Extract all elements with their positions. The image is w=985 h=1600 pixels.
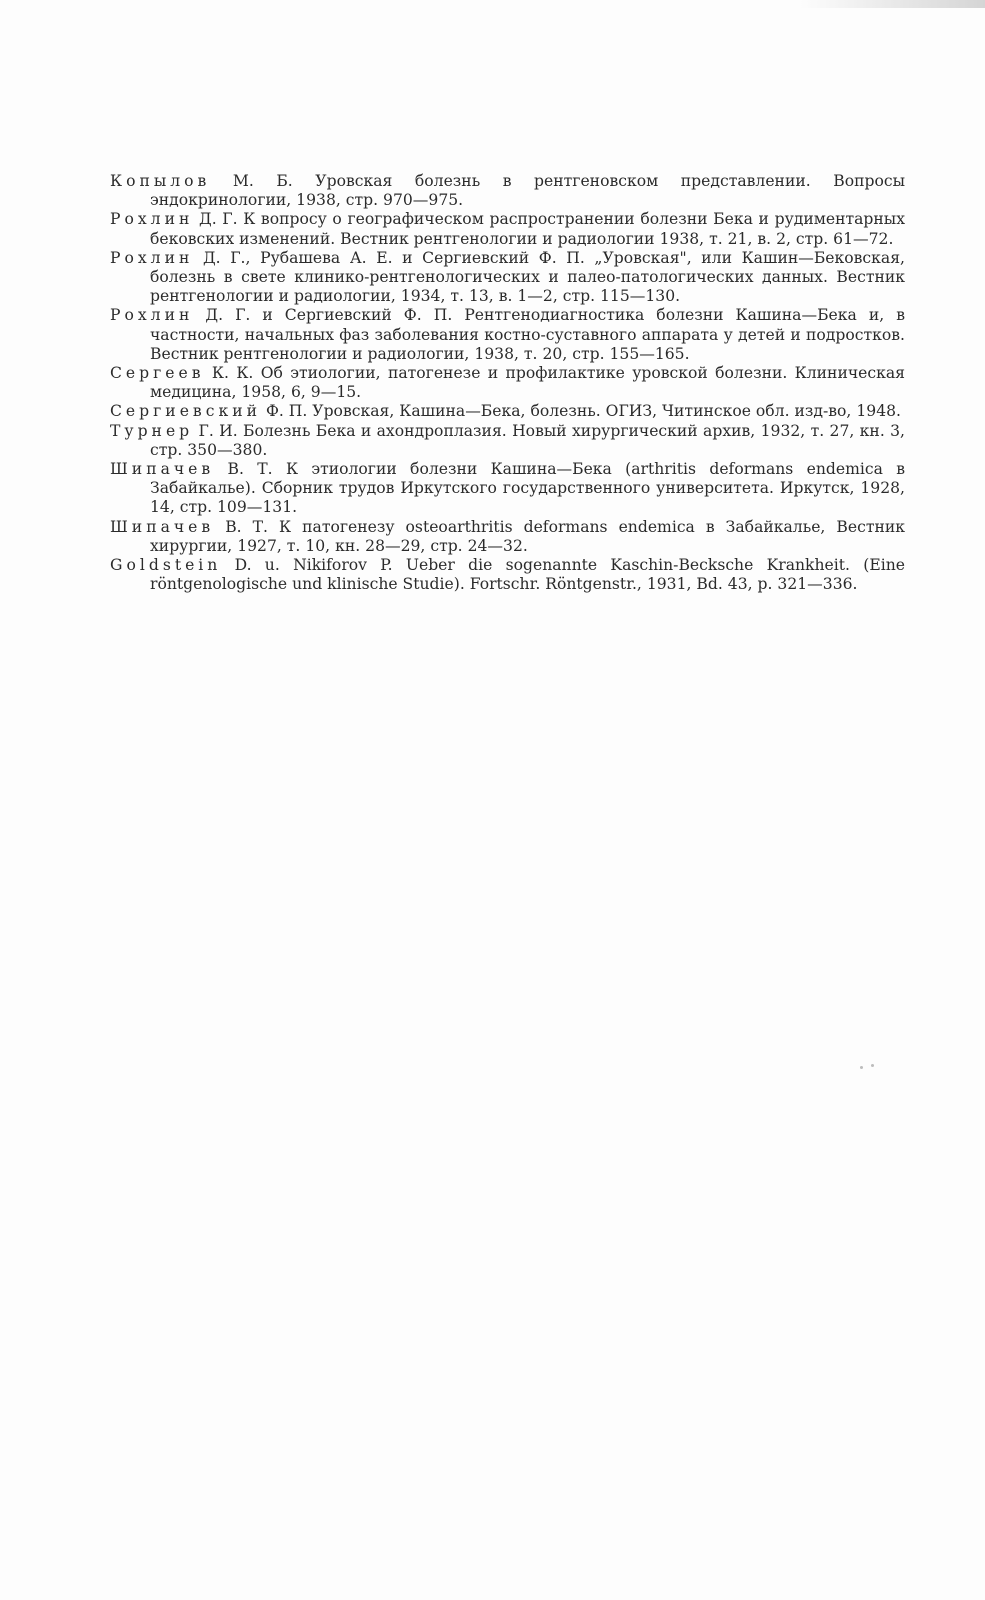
reference-entry-7: [110, 422, 905, 460]
reference-text: Ф. П. Уровская, Кашина—Бека, болезнь. ОГИЗ, Читинское обл. изд-во, 1948.: [260, 402, 901, 421]
reference-text: Д. Г., Рубашева А. Е. и Сергиевский Ф. П. „Уровская", или Кашин—Бековская, болезнь в свете клинико-рентгенологических и палео-патологических данных. Вестник рентгенологии и радиологии, 1934, т. 13, в. 1—2, стр. 115—130.: [150, 248, 905, 306]
reference-entry-4: [110, 306, 905, 364]
reference-author: Шипачев: [110, 460, 215, 479]
reference-author: Копылов: [110, 172, 211, 190]
reference-author: Рохлин: [110, 248, 194, 267]
reference-entry-9: [110, 518, 905, 556]
reference-author: Рохлин: [110, 210, 194, 229]
bibliography-list: [110, 172, 905, 594]
reference-entry-5: [110, 364, 905, 402]
reference-entry-8: [110, 460, 905, 518]
reference-text: Г. И. Болезнь Бека и ахондроплазия. Новый хирургический архив, 1932, т. 27, кн. 3, стр. 350—380.: [150, 421, 905, 459]
reference-entry-3: [110, 249, 905, 307]
reference-entry-6: [110, 402, 905, 421]
dust-speck: [871, 1064, 874, 1067]
scan-dust-specks: [860, 1064, 882, 1070]
reference-text: М. Б. Уровская болезнь в рентгеновском представлении. Вопросы эндокринологии, 1938, стр. 970—975.: [150, 172, 905, 210]
reference-entry-10: [110, 556, 905, 594]
reference-author: Турнер: [110, 421, 194, 440]
reference-entry-2: [110, 210, 905, 248]
reference-text: D. u. Nikiforov P. Ueber die sogenannte Kaschin-Becksche Krankheit. (Eine röntgenologische und klinische Studie). Fortschr. Röntgenstr., 1931, Bd. 43, p. 321—336.: [150, 556, 905, 594]
scan-edge-shadow: [800, 0, 985, 8]
reference-text: Д. Г. и Сергиевский Ф. П. Рентгенодиагностика болезни Кашина—Бека и, в частности, начальных фаз заболевания костно-суставного аппарата у детей и подростков. Вестник рентгенологии и радиологии, 1938, т. 20, стр. 155—165.: [150, 306, 905, 363]
reference-text: Д. Г. К вопросу о географическом распространении болезни Бека и рудиментарных бековских изменений. Вестник рентгенологии и радиологии 1938, т. 21, в. 2, стр. 61—72.: [150, 210, 905, 248]
reference-author: Goldstein: [110, 556, 222, 575]
reference-text: В. Т. К патогенезу osteoarthritis deformans endemica в Забайкалье, Вестник хирургии, 1927, т. 10, кн. 28—29, стр. 24—32.: [150, 517, 905, 555]
reference-author: Сергиевский: [110, 402, 261, 421]
reference-author: Рохлин: [110, 306, 194, 325]
dust-speck: [860, 1066, 863, 1069]
reference-text: В. Т. К этиологии болезни Кашина—Бека (arthritis deformans endemica в Забайкалье). Сборник трудов Иркутского государственного университета. Иркутск, 1928, 14, стр. 109—131.: [150, 460, 905, 517]
reference-author: Шипачев: [110, 517, 215, 536]
reference-author: Сергеев: [110, 364, 205, 383]
reference-text: К. К. Об этиологии, патогенезе и профилактике уровской болезни. Клиническая медицина, 1958, 6, 9—15.: [150, 364, 905, 402]
reference-entry-1: [110, 172, 905, 210]
